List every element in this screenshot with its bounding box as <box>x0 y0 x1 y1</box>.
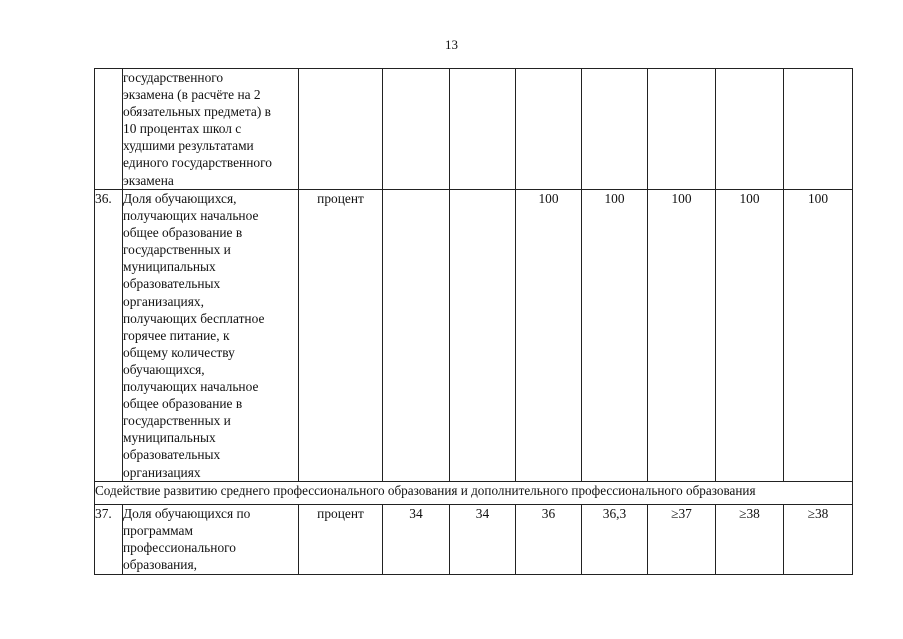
indicator-name-line: общее образование в <box>123 225 243 241</box>
unit-cell <box>299 69 383 190</box>
indicator-name-line: экзамена <box>123 172 174 188</box>
indicator-name-line: Доля обучающихся, <box>123 191 237 206</box>
value-cell <box>784 69 853 190</box>
indicator-name-line: образовательных <box>123 447 221 463</box>
value-cell <box>450 190 516 482</box>
indicator-name-line: государственного <box>123 70 224 85</box>
value-cell <box>383 69 450 190</box>
indicator-name-line: горячее питание, к <box>123 327 230 343</box>
indicator-name-line: государственных и <box>123 413 231 429</box>
section-heading: Содействие развитию среднего профессионального образования и дополнительного профессионального образования <box>95 482 853 505</box>
value-cell: 100 <box>784 190 853 482</box>
indicator-name-line: Доля обучающихся по <box>123 506 251 521</box>
value-cell <box>383 190 450 482</box>
indicator-name-line: единого государственного <box>123 155 272 171</box>
indicator-name-line: получающих начальное <box>123 208 259 224</box>
indicator-name-line: муниципальных <box>123 430 216 446</box>
indicator-name-line: обучающихся, <box>123 361 205 377</box>
unit-cell: процент <box>299 505 383 575</box>
indicator-name-line: государственных и <box>123 242 231 258</box>
row-number-cell <box>95 69 123 190</box>
page-number: 13 <box>445 37 458 52</box>
table-row-37 <box>95 505 853 575</box>
value-cell <box>648 69 716 190</box>
value-cell: 34 <box>383 505 450 575</box>
value-cell: 36,3 <box>582 505 648 575</box>
indicator-name-line: муниципальных <box>123 259 216 275</box>
indicator-name-cell <box>123 69 299 190</box>
indicator-name-cell <box>123 505 299 575</box>
indicator-name-line: программам <box>123 523 193 539</box>
indicator-name-line: получающих начальное <box>123 379 259 395</box>
indicator-name-line: общее образование в <box>123 396 243 412</box>
row-number-cell: 36. <box>95 190 123 482</box>
value-cell: 100 <box>716 190 784 482</box>
indicator-name-line: общему количеству <box>123 344 235 360</box>
value-cell: ≥38 <box>716 505 784 575</box>
indicator-name-line: образования, <box>123 557 197 573</box>
row-number-cell: 37. <box>95 505 123 575</box>
value-cell: ≥38 <box>784 505 853 575</box>
indicator-name-line: профессионального <box>123 540 236 556</box>
indicator-name-line: экзамена (в расчёте на 2 <box>123 87 261 103</box>
value-cell: 36 <box>516 505 582 575</box>
section-heading-row <box>95 482 853 505</box>
indicator-name-cell <box>123 190 299 482</box>
value-cell: ≥37 <box>648 505 716 575</box>
indicator-name-line: худшими результатами <box>123 138 254 154</box>
value-cell <box>450 69 516 190</box>
indicator-name-line: получающих бесплатное <box>123 310 265 326</box>
value-cell: 100 <box>648 190 716 482</box>
indicators-table <box>94 68 853 575</box>
indicator-name-line: 10 процентах школ с <box>123 121 242 137</box>
value-cell <box>582 69 648 190</box>
indicator-name-line: организациях, <box>123 293 204 309</box>
indicator-name-line: образовательных <box>123 276 221 292</box>
value-cell: 100 <box>582 190 648 482</box>
value-cell <box>516 69 582 190</box>
value-cell <box>716 69 784 190</box>
table-row-continuation <box>95 69 853 190</box>
unit-cell: процент <box>299 190 383 482</box>
value-cell: 34 <box>450 505 516 575</box>
indicator-name-line: организациях <box>123 464 201 480</box>
table-row-36 <box>95 190 853 482</box>
indicator-name-line: обязательных предмета) в <box>123 104 271 120</box>
value-cell: 100 <box>516 190 582 482</box>
